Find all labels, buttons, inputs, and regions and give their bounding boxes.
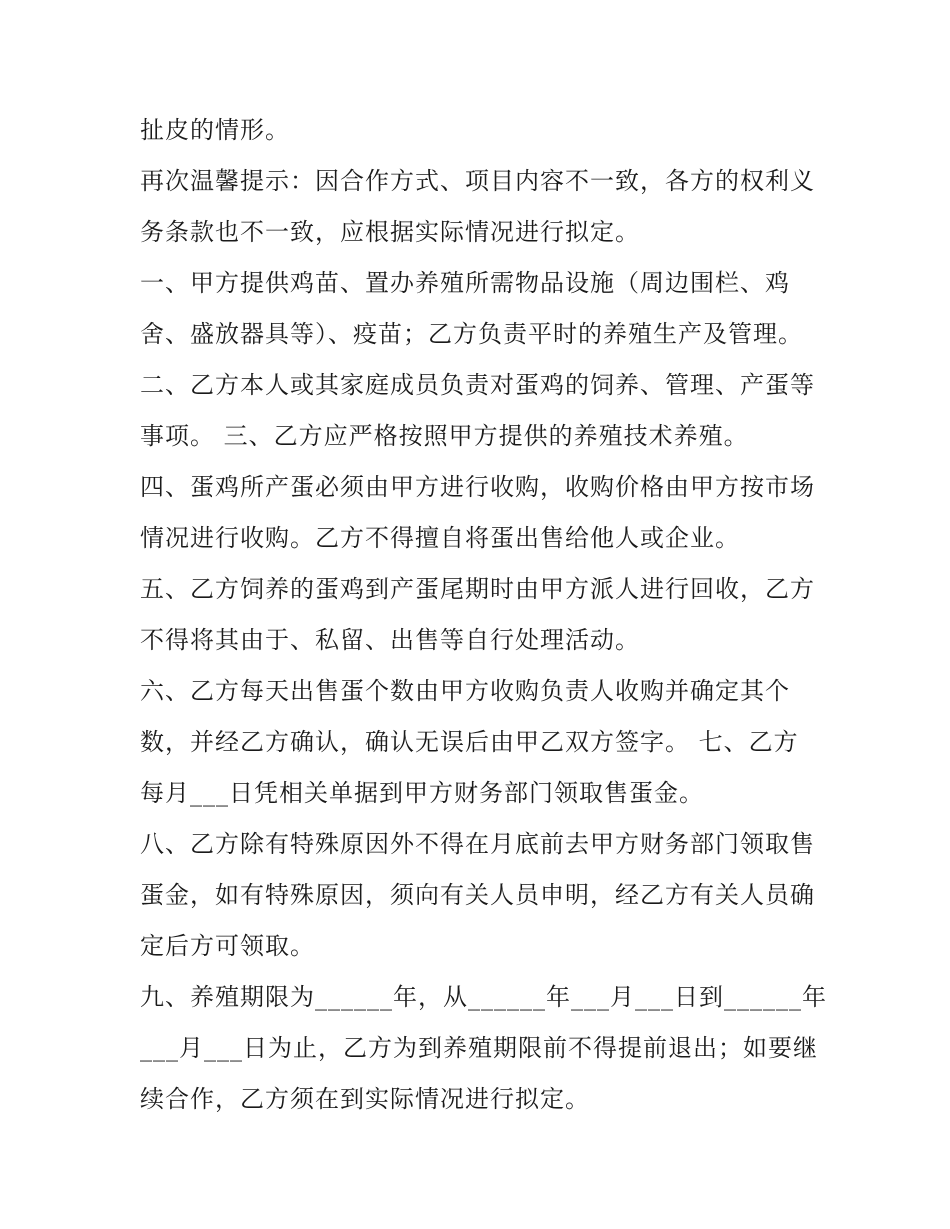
text-line: 五、乙方饲养的蛋鸡到产蛋尾期时由甲方派人进行回收，乙方: [140, 575, 815, 603]
text-line: 每月___日凭相关单据到甲方财务部门领取售蛋金。: [140, 779, 704, 807]
text-line: 定后方可领取。: [140, 932, 315, 960]
text-line: 再次温馨提示：因合作方式、项目内容不一致，各方的权利义: [140, 167, 815, 195]
text-line: 续合作，乙方须在到实际情况进行拟定。: [140, 1085, 590, 1113]
contract-text: [140, 105, 827, 1125]
text-line: 不得将其由于、私留、出售等自行处理活动。: [140, 626, 640, 654]
text-line: 舍、盛放器具等）、疫苗；乙方负责平时的养殖生产及管理。: [140, 320, 803, 348]
text-line: 蛋金，如有特殊原因，须向有关人员申明，经乙方有关人员确: [140, 881, 815, 909]
text-line: 一、甲方提供鸡苗、置办养殖所需物品设施（周边围栏、鸡: [140, 269, 790, 297]
text-line: ___月___日为止，乙方为到养殖期限前不得提前退出；如要继: [140, 1034, 818, 1062]
text-line: 四、蛋鸡所产蛋必须由甲方进行收购，收购价格由甲方按市场: [140, 473, 815, 501]
text-line: 九、养殖期限为______年，从______年___月___日到______年: [140, 983, 827, 1011]
text-line: 数，并经乙方确认，确认无误后由甲乙双方签字。 七、乙方: [140, 728, 799, 756]
text-line: 情况进行收购。乙方不得擅自将蛋出售给他人或企业。: [140, 524, 740, 552]
text-line: 事项。 三、乙方应严格按照甲方提供的养殖技术养殖。: [140, 422, 749, 450]
text-line: 八、乙方除有特殊原因外不得在月底前去甲方财务部门领取售: [140, 830, 815, 858]
text-line: 二、乙方本人或其家庭成员负责对蛋鸡的饲养、管理、产蛋等: [140, 371, 815, 399]
text-line: 务条款也不一致，应根据实际情况进行拟定。: [140, 218, 640, 246]
text-line: 六、乙方每天出售蛋个数由甲方收购负责人收购并确定其个: [140, 677, 790, 705]
text-line: 扯皮的情形。: [140, 116, 290, 144]
